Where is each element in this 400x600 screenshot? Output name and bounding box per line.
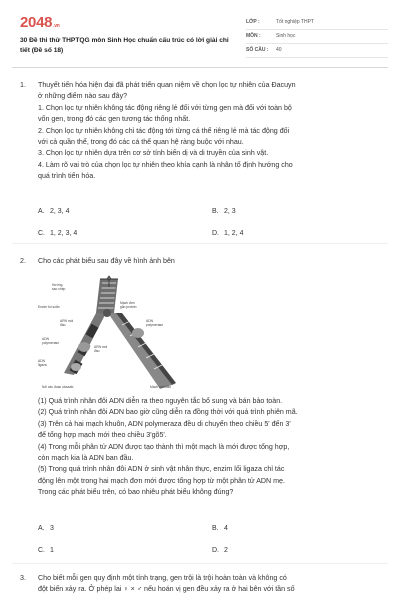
question-line: 3. Chọn lọc tự nhiên dựa trên cơ sở tính biến dị và di truyền của sinh vật. (38, 149, 269, 158)
option-letter: A. (38, 208, 45, 215)
label-direction (52, 283, 65, 291)
option-text: 2, 3 (224, 208, 236, 215)
statement-line: (2) Quá trình nhân đôi ADN bao giờ cũng diễn ra đồng thời với quá trình phiên mã. (38, 408, 298, 417)
label-text: ADN polymerase (146, 319, 164, 327)
option-text: 1, 2, 3, 4 (50, 230, 78, 237)
site-logo[interactable] (20, 14, 60, 31)
logo-suffix: .vn (53, 23, 60, 29)
label-topoisomerase (38, 305, 60, 309)
info-value: Tốt nghiệp THPT (276, 19, 314, 25)
info-key: SỐ CÂU : (246, 47, 269, 53)
label-text: Hướng sao chép (52, 283, 66, 291)
replication-fork-diagram (38, 275, 198, 393)
option-letter: D. (212, 547, 219, 554)
option-c[interactable] (38, 230, 77, 237)
helicase-shape (103, 309, 111, 317)
option-text: 1 (50, 547, 54, 554)
option-d[interactable] (212, 547, 228, 554)
option-d[interactable] (212, 230, 243, 237)
question-divider (12, 563, 388, 564)
option-text: 1, 2, 4 (224, 230, 244, 237)
question-line: đột biến xảy ra. Ở phép lai ♀ × ♂ nếu hoán vị gen đều xảy ra ở hai bên với tần số (38, 585, 295, 594)
statement-line: để tổng hợp mạch mới theo chiều 3'gõ5'. (38, 431, 167, 440)
info-key: LỚP : (246, 19, 260, 25)
question-line: vốn gen, trong đó các gen tương tác thống nhất. (38, 115, 191, 124)
question-intro: Cho các phát biểu sau đây về hình ảnh bên (38, 257, 175, 265)
question-2-intro (0, 256, 400, 270)
info-value: 40 (276, 47, 282, 53)
question-line: với cả quần thể, trong đó các cá thể quan hệ ràng buộc với nhau. (38, 138, 244, 147)
label-text: ADN polymerase (42, 337, 60, 345)
question-line: Thuyết tiến hóa hiện đại đã phát triển quan niệm về chọn lọc tự nhiên của Đacuyn (38, 81, 296, 89)
option-a[interactable] (38, 208, 69, 215)
dna-replication-figure (38, 275, 198, 393)
info-value: Sinh học (276, 33, 296, 39)
option-text: 2 (224, 547, 228, 554)
leading-strand (108, 313, 176, 389)
question-number: 1. (20, 81, 26, 89)
label-primer-2 (94, 345, 107, 353)
label-text: ARN mồi đầu (60, 319, 74, 327)
label-ssb (120, 301, 137, 309)
question-line: 1. Chọn lọc tự nhiên không tác động riêng lẻ đối với từng gen mà đối với toàn bộ (38, 103, 292, 112)
label-text: Mạch mới đầu (150, 385, 172, 389)
question-text (38, 573, 388, 596)
statement-line: còn mạch kia là ADN ban đầu. (38, 454, 134, 463)
option-text: 3 (50, 525, 54, 532)
statement-line: Trong các phát biểu trên, có bao nhiêu phát biểu không đúng? (38, 488, 234, 497)
label-ligase (38, 359, 47, 367)
parent-dna-helix (96, 279, 118, 313)
option-letter: D. (212, 230, 219, 237)
option-letter: A. (38, 525, 45, 532)
document-title: 30 Đề thi thử THPTQG môn Sinh Học chuẩn cấu trúc có lời giải chi tiết (Đề số 18) (20, 37, 229, 54)
ligase-shape (71, 363, 81, 371)
option-b[interactable] (212, 525, 228, 532)
question-line: quá trình tiến hóa. (38, 172, 96, 181)
question-line: Cho biết mỗi gen quy định một tính trạng, gen trội là trội hoàn toàn và không có (38, 574, 287, 582)
option-letter: C. (38, 230, 45, 237)
label-text: ARN mồi đầu (94, 345, 108, 353)
question-line: 2. Chọn lọc tự nhiên không chỉ tác động tới từng cá thể riêng lẻ mà tác động đối (38, 126, 290, 135)
info-row-count (246, 44, 388, 58)
header-divider (12, 67, 388, 68)
question-text (38, 80, 388, 183)
info-row-grade (246, 16, 388, 30)
question-text (38, 396, 388, 499)
option-letter: B. (212, 208, 219, 215)
label-polymerase-right (146, 319, 163, 327)
option-letter: B. (212, 525, 219, 532)
label-primer (60, 319, 73, 327)
info-key: MÔN : (246, 33, 261, 39)
label-polymerase-left (42, 337, 59, 345)
question-2-statements (0, 396, 400, 506)
label-okazaki (42, 385, 73, 389)
info-table (246, 16, 388, 58)
label-text: Nối các đoạn okazaki (42, 385, 74, 389)
option-text: 4 (224, 525, 228, 532)
question-3 (0, 573, 400, 600)
polymerase-left-shape (78, 342, 90, 352)
statement-line: động lên một trong hai mạch đơn mới được tổng hợp từ một phân tử ADN mẹ. (38, 476, 285, 485)
polymerase-right-shape (132, 328, 144, 338)
question-line: 4. Làm rõ vai trò của chọn lọc tự nhiên theo khía cạnh là nhân tố định hướng cho (38, 160, 293, 169)
question-line: ở những điểm nào sau đây? (38, 92, 128, 101)
label-new-strand (150, 385, 171, 389)
option-c[interactable] (38, 547, 54, 554)
statement-line: (3) Trên cả hai mạch khuôn, ADN polymeraza đều di chuyển theo chiều 5' đến 3' (38, 419, 291, 428)
document-header (20, 14, 388, 58)
label-text: ADN ligaza (38, 359, 47, 367)
label-text: Enzim tói soắn (38, 305, 60, 309)
statement-line: (1) Quá trình nhân đôi ADN diễn ra theo nguyên tắc bổ sung và bán bảo toàn. (38, 397, 283, 405)
logo-text: 2048 (20, 14, 53, 31)
label-text: Mạch đơn gắn protein (120, 301, 137, 309)
question-number: 2. (20, 257, 26, 265)
option-b[interactable] (212, 208, 236, 215)
option-text: 2, 3, 4 (50, 208, 70, 215)
question-number: 3. (20, 574, 26, 582)
question-divider (12, 243, 388, 244)
option-a[interactable] (38, 525, 54, 532)
option-letter: C. (38, 547, 45, 554)
info-row-subject (246, 30, 388, 44)
statement-line: (5) Trong quá trình nhân đôi ADN ở sinh vật nhân thực, enzim lối ligaza chỉ tác (38, 465, 285, 474)
statement-line: (4) Trong mỗi phân tử ADN được tạo thành thì một mạch là mới được tổng hợp, (38, 442, 290, 451)
